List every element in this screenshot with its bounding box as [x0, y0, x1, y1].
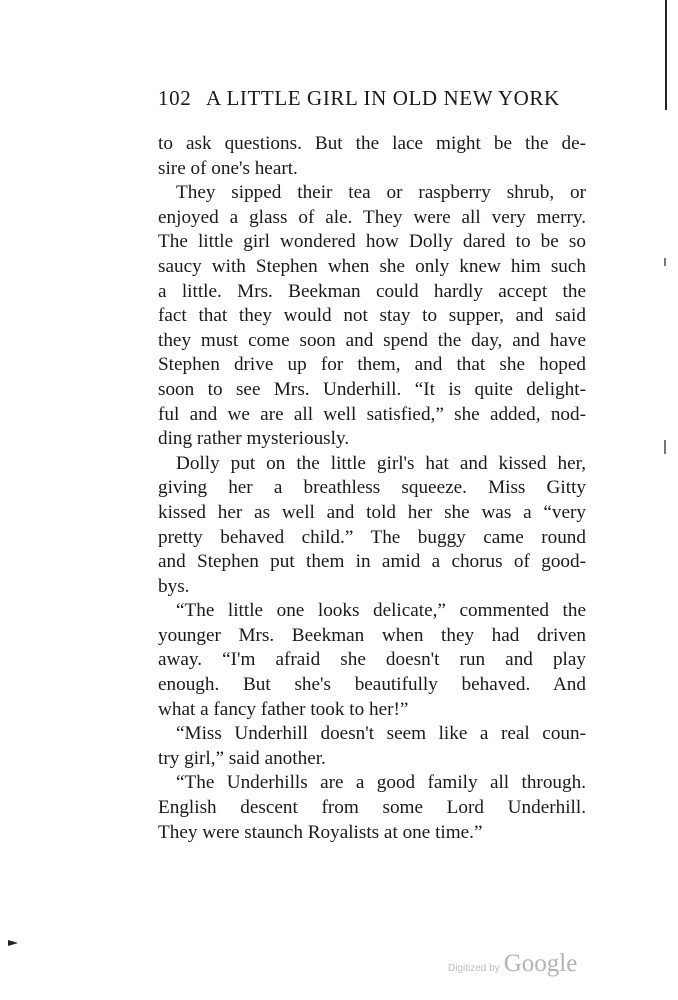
running-header [158, 86, 560, 111]
text-line: giving her a breathless squeeze. Miss Gitty [158, 477, 586, 499]
text-line: saucy with Stephen when she only knew him such [158, 255, 586, 277]
text-line: away. “I'm afraid she doesn't run and play [158, 649, 586, 671]
text-line: a little. Mrs. Beekman could hardly accept the [158, 280, 586, 302]
text-line: The little girl wondered how Dolly dared to be so [158, 231, 586, 253]
text-line: pretty behaved child.” The buggy came round [158, 526, 586, 548]
text-line: sire of one's heart. [158, 157, 298, 179]
text-line: Dolly put on the little girl's hat and kissed her, [176, 452, 586, 474]
text-line: ding rather mysteriously. [158, 428, 350, 450]
watermark-brand: Google [503, 950, 578, 977]
text-line: what a fancy father took to her!” [158, 698, 409, 720]
text-line: fact that they would not stay to supper, and said [158, 305, 586, 327]
page-number: 102 [158, 86, 192, 110]
body-text [158, 132, 586, 845]
text-line: to ask questions. But the lace might be the de- [158, 133, 586, 154]
text-line: younger Mrs. Beekman when they had driven [158, 624, 586, 646]
text-line: They sipped their tea or raspberry shrub, or [176, 182, 586, 204]
text-line: and Stephen put them in amid a chorus of good- [158, 551, 586, 573]
watermark-prefix: Digitized by [448, 963, 500, 974]
text-line: “Miss Underhill doesn't seem like a real coun- [176, 723, 586, 745]
text-line: English descent from some Lord Underhill. [158, 797, 586, 819]
text-line: enjoyed a glass of ale. They were all very merry. [158, 206, 586, 228]
page-edge-mark [665, 0, 667, 110]
text-line: soon to see Mrs. Underhill. “It is quite delight- [158, 378, 586, 400]
page-edge-mark [664, 258, 666, 266]
text-line: they must come soon and spend the day, and have [158, 329, 586, 351]
text-line: bys. [158, 575, 190, 597]
text-line: try girl,” said another. [158, 747, 326, 769]
text-line: kissed her as well and told her she was a “very [158, 501, 586, 523]
text-line: “The little one looks delicate,” commented the [176, 600, 586, 622]
digitized-watermark [448, 950, 577, 978]
text-line: enough. But she's beautifully behaved. And [158, 674, 586, 696]
text-line: “The Underhills are a good family all through. [176, 772, 586, 794]
page-edge-mark [664, 440, 666, 454]
text-line: ful and we are all well satisfied,” she added, nod- [158, 403, 586, 425]
text-line: They were staunch Royalists at one time.” [158, 821, 483, 843]
running-title: A LITTLE GIRL IN OLD NEW YORK [206, 86, 560, 110]
text-line: Stephen drive up for them, and that she hoped [158, 354, 586, 376]
margin-arrow-mark [8, 940, 18, 946]
